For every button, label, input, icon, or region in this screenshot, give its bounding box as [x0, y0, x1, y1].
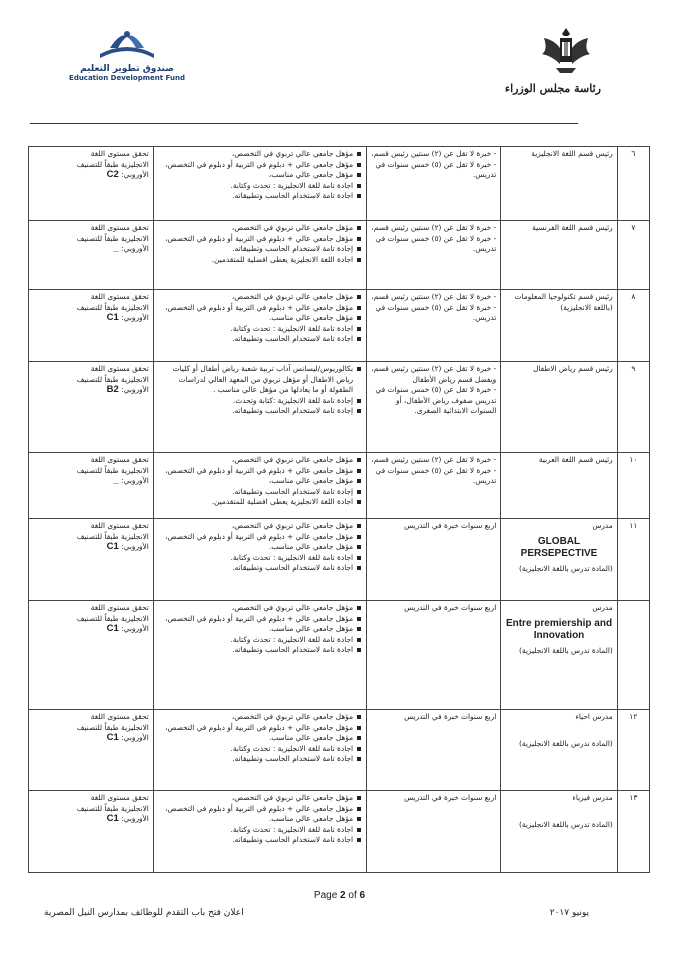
cefr-level: C1: [106, 732, 119, 744]
row-number: ١٣: [617, 791, 649, 873]
job-title: رئيس قسم اللغة الفرنسية: [501, 221, 618, 290]
table-row: [29, 791, 650, 873]
qualification-item: مؤهل جامعي عالي تربوي في التخصص،: [158, 223, 353, 234]
qualification-item: اجادة اللغة الانجليزية يعطى افضلية للمتقدمين.: [158, 255, 353, 266]
footer-date: يونيو ٢٠١٧: [549, 908, 589, 918]
experience: [367, 290, 501, 362]
qualifications: [153, 453, 366, 519]
qualification-item: اجادة تامة للغة الانجليزية : تحدث وكتابة.: [158, 181, 353, 192]
experience: [367, 147, 501, 221]
table-row: [29, 221, 650, 290]
table-row: [29, 453, 650, 519]
english-level: تحقق مستوى اللغة الانجليزية طبقاً للتصنيف الأوروبي: C1: [29, 290, 154, 362]
cefr-level: _: [113, 475, 119, 487]
qualification-item: مؤهل جامعي عالي + دبلوم في التربية أو دبلوم في التخصص،: [158, 234, 353, 245]
cefr-level: C1: [106, 312, 119, 324]
experience: [367, 362, 501, 453]
table-row: [29, 147, 650, 221]
row-number: ١١: [617, 519, 649, 601]
qualification-item: إجادة تامة لاستخدام الحاسب وتطبيقاته.: [158, 487, 353, 498]
qualification-item: اجادة تامة لاستخدام الحاسب وتطبيقاته.: [158, 334, 353, 345]
qualification-item: مؤهل جامعي عالي تربوي في التخصص،: [158, 712, 353, 723]
qualification-item: مؤهل جامعي عالي + دبلوم في التربية أو دبلوم في التخصص،: [158, 723, 353, 734]
qualification-item: مؤهل جامعي عالي + دبلوم في التربية أو دبلوم في التخصص،: [158, 532, 353, 543]
cefr-level: B2: [106, 384, 119, 396]
qualification-item: مؤهل جامعي عالي تربوي في التخصص،: [158, 521, 353, 532]
english-level: تحقق مستوى اللغة الانجليزية طبقاً للتصنيف الأوروبي: _: [29, 221, 154, 290]
english-level: تحقق مستوى اللغة الانجليزية طبقاً للتصنيف الأوروبي: C2: [29, 147, 154, 221]
ministry-logo: [504, 24, 601, 95]
job-title: رئيس قسم اللغة العربية: [501, 453, 618, 519]
qualification-item: اجادة تامة للغة الانجليزية : تحدث وكتابة.: [158, 744, 353, 755]
cefr-level: C2: [106, 169, 119, 181]
header-divider: [30, 123, 578, 124]
cefr-level: C1: [106, 541, 119, 553]
job-title: مدرس GLOBAL PERSEPECTIVE (المادة تدرس باللغة الانجليزية): [501, 519, 618, 601]
row-number: ٨: [617, 290, 649, 362]
job-title: مدرس Entre premiership and Innovation (المادة تدرس باللغة الانجليزية): [501, 601, 618, 710]
edf-logo: [68, 28, 186, 82]
qualification-item: إجادة تامة لاستخدام الحاسب وتطبيقاته.: [158, 244, 353, 255]
qualification-item: اجادة تامة لاستخدام الحاسب وتطبيقاته.: [158, 645, 353, 656]
row-number: [617, 601, 649, 710]
qualification-item: اجادة تامة للغة الانجليزية : تحدث وكتابة.: [158, 553, 353, 564]
cefr-level: C1: [106, 623, 119, 635]
english-level: تحقق مستوى اللغة الانجليزية طبقاً للتصنيف الأوروبي: C1: [29, 601, 154, 710]
qualifications: [153, 221, 366, 290]
experience: [367, 453, 501, 519]
experience-item: - خبرة لا تقل عن (٢) سنتين رئيس قسم،: [371, 292, 497, 301]
experience-item: - خبرة لا تقل عن (٢) سنتين رئيس قسم،: [371, 223, 497, 232]
qualification-item: مؤهل جامعي عالي + دبلوم في التربية أو دبلوم في التخصص،: [158, 804, 353, 815]
row-number: ٦: [617, 147, 649, 221]
job-title: رئيس قسم تكنولوجيا المعلومات (باللغة الانجليزية): [501, 290, 618, 362]
qualification-item: مؤهل جامعي عالي مناسب.: [158, 733, 353, 744]
footer-announcement: اعلان فتح باب التقدم للوظائف بمدارس النيل المصرية: [44, 908, 244, 918]
experience: اربع سنوات خبرة في التدريس: [367, 710, 501, 791]
jobs-table: [28, 146, 650, 873]
experience-item: - خبرة لا تقل عن (٥) خمس سنوات في تدريس.: [375, 159, 497, 180]
qualification-item: اجادة تامة لاستخدام الحاسب وتطبيقاته.: [158, 754, 353, 765]
qualifications: [153, 147, 366, 221]
english-level: تحقق مستوى اللغة الانجليزية طبقاً للتصنيف الأوروبي: _: [29, 453, 154, 519]
experience: اربع سنوات خبرة في التدريس: [367, 601, 501, 710]
qualification-item: مؤهل جامعي عالي + دبلوم في التربية أو دبلوم في التخصص،: [158, 303, 353, 314]
table-row: [29, 710, 650, 791]
qualification-item: مؤهل جامعي عالي تربوي في التخصص،: [158, 603, 353, 614]
qualification-item: مؤهل جامعي عالي مناسب،: [158, 476, 353, 487]
qualifications: [153, 519, 366, 601]
cefr-level: _: [113, 243, 119, 255]
row-number: ١٠: [617, 453, 649, 519]
experience-item: - خبرة لا تقل عن (٥) خمس سنوات في تدريس.: [375, 465, 497, 486]
row-number: ٩: [617, 362, 649, 453]
experience-item: - خبرة لا تقل عن (٥) خمس سنوات في تدريس.: [375, 233, 497, 254]
table-row: [29, 601, 650, 710]
english-level: تحقق مستوى اللغة الانجليزية طبقاً للتصنيف الأوروبي: C1: [29, 791, 154, 873]
experience: [367, 221, 501, 290]
experience: اربع سنوات خبرة في التدريس: [367, 791, 501, 873]
qualification-item: اجادة تامة للغة الانجليزية : تحدث وكتابة.: [158, 324, 353, 335]
row-number: ٧: [617, 221, 649, 290]
qualification-item: مؤهل جامعي عالي مناسب.: [158, 313, 353, 324]
experience-item: - خبرة لا تقل عن (٥) خمس سنوات في تدريس.: [375, 302, 497, 323]
qualification-item: مؤهل جامعي عالي تربوي في التخصص،: [158, 793, 353, 804]
qualifications: [153, 290, 366, 362]
qualification-item: مؤهل جامعي عالي مناسب.: [158, 542, 353, 553]
ministry-caption: رئاسة مجلس الوزراء: [504, 82, 601, 95]
table-row: [29, 519, 650, 601]
experience-item: - خبرة لا تقل عن (٢) سنتين رئيس قسم،: [371, 455, 497, 464]
edf-name-en: Education Development Fund: [69, 74, 185, 82]
qualification-item: بكالوريوس/ليسانس آداب تربية شعبة رياض أطفال أو كليات رياض الاطفال أو مؤهل تربوي من المعهد العالي لدراسات الطفولة أو ما يعادلها من مؤهل عالي مناسب .: [158, 364, 353, 396]
page-header: [0, 0, 679, 130]
qualification-item: اجادة تامة للغة الانجليزية : تحدث وكتابة.: [158, 825, 353, 836]
qualification-item: إجادة تامة لاستخدام الحاسب وتطبيقاته.: [158, 406, 353, 417]
job-title: رئيس قسم اللغة الانجليزية: [501, 147, 618, 221]
qualifications: [153, 601, 366, 710]
qualification-item: مؤهل جامعي عالي + دبلوم في التربية أو دبلوم في التخصص،: [158, 160, 353, 171]
qualification-item: اجادة تامة لاستخدام الحاسب وتطبيقاته.: [158, 835, 353, 846]
experience-item: - خبرة لا تقل عن (٢) سنتين رئيس قسم،: [371, 149, 497, 158]
qualifications: [153, 791, 366, 873]
qualifications: [153, 710, 366, 791]
english-level: تحقق مستوى اللغة الانجليزية طبقاً للتصنيف الأوروبي: C1: [29, 519, 154, 601]
table-row: [29, 290, 650, 362]
experience-item: - خبرة لا تقل عن (٥) خمس سنوات في تدريس صفوف رياض الأطفال، أو السنوات الابتدائية الصغرى.: [375, 385, 497, 416]
qualification-item: مؤهل جامعي عالي + دبلوم في التربية أو دبلوم في التخصص،: [158, 614, 353, 625]
qualifications: [153, 362, 366, 453]
row-number: ١٢: [617, 710, 649, 791]
experience: اربع سنوات خبرة في التدريس: [367, 519, 501, 601]
book-hands-icon: [92, 28, 162, 60]
qualification-item: اجادة تامة للغة الانجليزية : تحدث وكتابة.: [158, 635, 353, 646]
qualification-item: مؤهل جامعي عالي مناسب.: [158, 814, 353, 825]
table-row: [29, 362, 650, 453]
qualification-item: مؤهل جامعي عالي تربوي في التخصص،: [158, 292, 353, 303]
english-level: تحقق مستوى اللغة الانجليزية طبقاً للتصنيف الأوروبي: C1: [29, 710, 154, 791]
qualification-item: مؤهل جامعي عالي تربوي في التخصص،: [158, 149, 353, 160]
qualification-item: مؤهل جامعي عالي تربوي في التخصص،: [158, 455, 353, 466]
qualification-item: اجادة تامة لاستخدام الحاسب وتطبيقاته.: [158, 191, 353, 202]
qualification-item: اجادة اللغة الانجليزية يعطى افضلية للمتقدمين.: [158, 497, 353, 508]
job-title: مدرس احياء (المادة تدرس باللغة الانجليزية): [501, 710, 618, 791]
page-number: Page 2 of 6: [313, 890, 366, 901]
english-level: تحقق مستوى اللغة الانجليزية طبقاً للتصنيف الأوروبي: B2: [29, 362, 154, 453]
qualification-item: مؤهل جامعي عالي مناسب،: [158, 170, 353, 181]
qualification-item: مؤهل جامعي عالي مناسب.: [158, 624, 353, 635]
edf-name-ar: صندوق تطوير التعليم: [80, 64, 174, 74]
qualification-item: مؤهل جامعي عالي + دبلوم في التربية أو دبلوم في التخصص،: [158, 466, 353, 477]
job-title: مدرس فيزياء (المادة تدرس باللغة الانجليزية): [501, 791, 618, 873]
eagle-emblem-icon: [538, 24, 594, 76]
qualification-item: إجادة تامة للغة الانجليزية :كتابة وتحدث.: [158, 396, 353, 407]
experience-item: - خبرة لا تقل عن (٢) سنتين رئيس قسم، ويفضل قسم رياض الأطفال: [371, 364, 497, 384]
cefr-level: C1: [106, 813, 119, 825]
job-title: رئيس قسم رياض الاطفال: [501, 362, 618, 453]
qualification-item: اجادة تامة لاستخدام الحاسب وتطبيقاته.: [158, 563, 353, 574]
